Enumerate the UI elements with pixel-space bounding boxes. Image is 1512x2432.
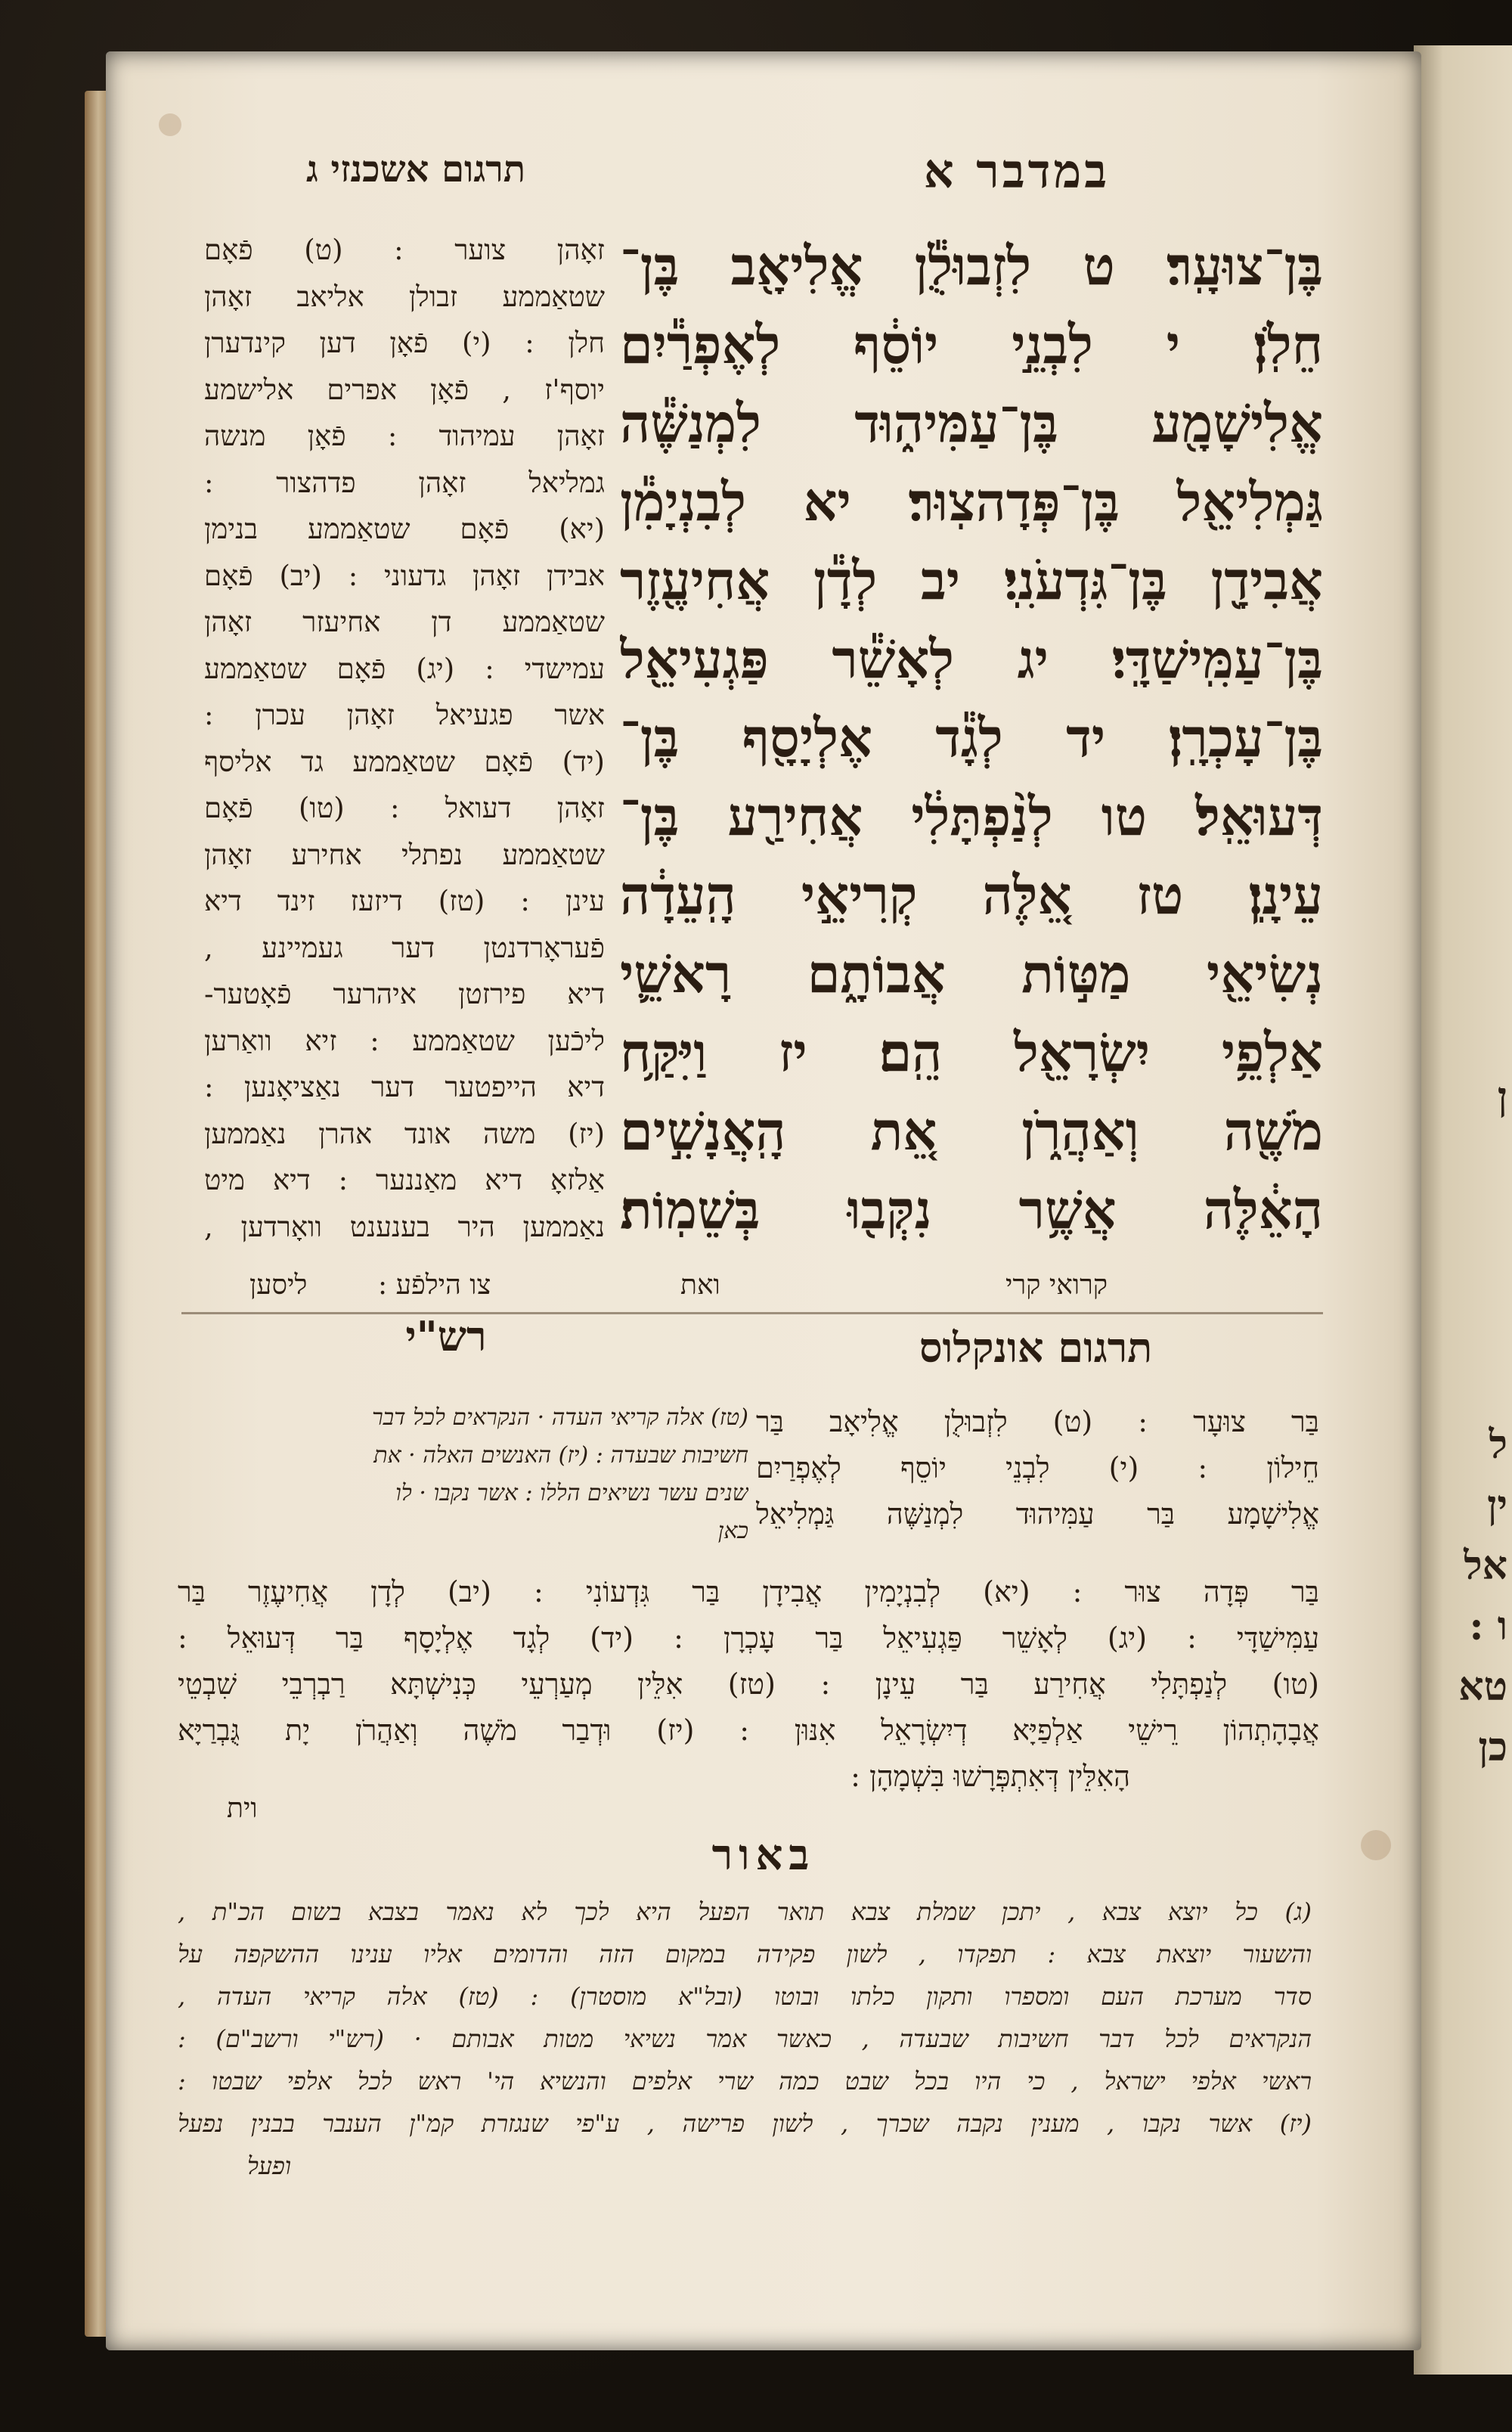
onkelos-line: אֱלִישָׁמָע בַּר עַמִּיהוּד לִמְנַשֶּׁה גַּמְלִיאֵל bbox=[756, 1497, 1319, 1531]
rashi-line: (טז) אלה קריאי העדה · הנקראים לכל דבר bbox=[371, 1404, 748, 1431]
yiddish-line: שטאַממע נפתלי אחירע זאָהן bbox=[204, 838, 605, 871]
torah-line: אֲבִידָ֖ן בֶּן־גִּדְעֹנִֽי׃ יב לְדָ֕ן אֲחִיעֶ֖זֶר bbox=[620, 549, 1323, 612]
facing-page-fragment: אל bbox=[1464, 1543, 1507, 1589]
facing-page-fragment: ין bbox=[1487, 1482, 1507, 1528]
onkelos-line: עַמִּישַׁדָּי : (יג) לְאָשֵׁר פַּגְעִיאֵל בַּר עָכְרָן : (יד) לְגָד אֶלְיָסָף בַּר דְּעוּאֵל : bbox=[178, 1621, 1319, 1655]
torah-line: הָאֵ֔לֶּה אֲשֶׁ֥ר נִקְּב֖וּ בְּשֵׁמֽוֹת׃ bbox=[620, 1178, 1323, 1241]
yiddish-line: חלן : (י) פֿאָן דען קינדערן bbox=[204, 327, 605, 359]
biur-line: הנקראים לכל דבר חשיבות שבעדה , כאשר אמר נשיאי מטות אבותם · (רש"י ורשב"ם) : bbox=[178, 2024, 1312, 2053]
rashi-line: שנים עשר נשיאים הללו : אשר נקבו · לו bbox=[395, 1480, 748, 1506]
yiddish-line: עינן : (טז) דיזעז זינד דיא bbox=[204, 885, 605, 917]
yiddish-line: זאָהן דעואל : (טו) פֿאָם bbox=[204, 792, 605, 824]
facing-page-fragment: כן bbox=[1478, 1724, 1507, 1770]
torah-line: דְּעוּאֵֽל׃ טו לְנַ֨פְתָּלִ֔י אֲחִירַ֖ע בֶּן־ bbox=[620, 785, 1323, 848]
facing-page-fragment: ן bbox=[1497, 1074, 1507, 1120]
yiddish-translation-column bbox=[204, 227, 605, 1250]
biur-commentary bbox=[178, 1891, 1312, 2187]
biur-line: ראשי אלפי ישראל , כי היו בכל שבט כמה שרי אלפים והנשיא הי' ראש לכל אלפי שבטו : bbox=[178, 2067, 1312, 2095]
yiddish-line: ליכֿען שטאַממע : זיא וואַרען bbox=[204, 1024, 605, 1057]
onkelos-line: הָאִלֵּין דְּאִתְפְּרָשׁוּ בִּשְׁמָהָן : bbox=[850, 1760, 1130, 1793]
facing-page-fragment: ו : bbox=[1469, 1603, 1507, 1649]
yiddish-line: עמישדי : (יג) פֿאָם שטאַממע bbox=[204, 652, 605, 685]
onkelos-line: (טו) לְנַפְתָּלִי אֲחִירַע בַּר עֵינָן : (טז) אִלֵּין מְעַרְעֵי כְּנִישְׁתָּא רַבְרְבֵי שִׁבְטֵי bbox=[178, 1667, 1319, 1701]
yiddish-line: (יד) פֿאָם שטאַממע גד אליסף bbox=[204, 745, 605, 778]
torah-line: נְשִׂיאֵ֖י מַטּ֣וֹת אֲבוֹתָ֑ם רָאשֵׁ֛י bbox=[620, 942, 1323, 1005]
torah-line: אַלְפֵ֥י יִשְׂרָאֵ֖ל הֵֽם׃ יז וַיִּקַּ֥ח bbox=[620, 1021, 1323, 1084]
rashi-line: חשיבות שבעדה : (יז) האנשים האלה · את bbox=[373, 1442, 748, 1469]
onkelos-line: בַּר פְּדָה צוּר : (יא) לְבִנְיָמִין אֲבִידָן בַּר גִּדְעוֹנִי : (יב) לְדָן אֲחִיעֶזֶר בַּר bbox=[178, 1575, 1319, 1608]
yiddish-line: שטאַממע זבולן אליאב זאָהן bbox=[204, 280, 605, 313]
yiddish-line: אבידן זאָהן גדעוני : (יב) פֿאָם bbox=[204, 559, 605, 592]
torah-line: בֶּן־צוּעָֽר׃ ט לִזְבוּלֻ֕ן אֱלִיאָ֖ב בֶּן־ bbox=[620, 234, 1323, 297]
yiddish-line: זאָהן עמיהוד : פֿאָן מנשה bbox=[204, 420, 605, 452]
rashi-title: רש"י bbox=[405, 1312, 487, 1360]
onkelos-wide-block bbox=[178, 1569, 1319, 1800]
yiddish-line: (יז) משה אונד אהרן נאַממען bbox=[204, 1117, 605, 1150]
torah-line: בֶּן־עָכְרָֽן׃ יד לְגָ֕ד אֶלְיָסָ֖ף בֶּן־ bbox=[620, 706, 1323, 769]
biur-title: באור bbox=[711, 1830, 816, 1880]
catchword-onkelos: וית bbox=[227, 1793, 258, 1824]
yiddish-line: נאַממען היר בענענט וואָרדען , bbox=[204, 1210, 605, 1243]
torah-line: אֱלִישָׁמָ֖ע בֶּן־עַמִּיה֑וּד לִמְנַשֶּׁ֕ה bbox=[620, 392, 1323, 454]
facing-page bbox=[1414, 45, 1512, 2375]
biur-line: ופעל bbox=[246, 2151, 291, 2180]
torah-line: בֶּן־עַמִּֽישַׁדָּֽי׃ יג לְאָשֵׁ֕ר פַּגְעִיאֵ֖ל bbox=[620, 628, 1323, 690]
running-head-book: במדבר א bbox=[923, 144, 1111, 199]
yiddish-line: אשר פגעיאל זאָהן עכרן : bbox=[204, 699, 605, 731]
torah-line: חֵלֹֽן׃ י לִבְנֵ֣י יוֹסֵ֔ף לְאֶפְרַ֕יִם bbox=[620, 313, 1323, 376]
onkelos-line: בַּר צוּעָר : (ט) לִזְבוּלֻן אֱלִיאָב בַּר bbox=[756, 1405, 1319, 1438]
biur-line: והשעור יוצאת צבא : תפקדו , לשון פקידה במקום הזה והדומים אליו ענינו ההשקפה על bbox=[178, 1940, 1312, 1968]
catchword-yiddish-2: ליסען bbox=[249, 1270, 308, 1301]
yiddish-line: זאָהן צוער : (ט) פֿאָם bbox=[204, 234, 605, 266]
running-head-translation: תרגום אשכנזי ג bbox=[305, 148, 526, 191]
yiddish-line: (יא) פֿאָם שטאַממע בנימן bbox=[204, 513, 605, 545]
biur-line: סדר מערכת העם ומספרו ותקון כלתו ובוטו (ובל"א מוסטרן) : (טז) אלה קריאי העדה , bbox=[178, 1982, 1312, 2011]
yiddish-line: שטאַממע דן אחיעזר זאָהן bbox=[204, 606, 605, 638]
onkelos-line: אֲבָהָתְהוֹן רֵישֵׁי אַלְפַיָּא דְיִשְׂרָאֵל אִנּוּן : (יז) וּדְבַר מֹשֶׁה וְאַהֲרֹן יָת גֻּבְרַיָּא bbox=[178, 1714, 1319, 1747]
torah-line: גַּמְלִיאֵ֖ל בֶּן־פְּדָהצֽוּר׃ יא לְבִנְיָמִ֕ן bbox=[620, 470, 1323, 533]
torah-text-block bbox=[620, 227, 1323, 1249]
onkelos-title: תרגום אונקלוס bbox=[919, 1323, 1153, 1372]
onkelos-line: חֵילוֹן : (י) לִבְנֵי יוֹסֵף לְאֶפְרַיִם bbox=[756, 1451, 1319, 1484]
yiddish-line: יוסף'ז , פֿאָן אפרים אלישמע bbox=[204, 373, 605, 406]
yiddish-line: דיא הייפטער דער נאַציאָנען : bbox=[204, 1071, 605, 1103]
yiddish-line: דיא פירזטן איהרער פֿאָטער- bbox=[204, 978, 605, 1010]
facing-page-fragment: טא bbox=[1458, 1664, 1507, 1710]
onkelos-top-block bbox=[756, 1399, 1319, 1537]
keri-ketiv-note: קרואי קרי bbox=[1005, 1270, 1108, 1301]
facing-page-fragment: ל bbox=[1489, 1422, 1507, 1468]
biur-line: (יז) אשר נקבו , מענין נקבה שכרך , לשון פרישה , ע"פי שנגזרת קמ"ן הענבר בבנין נפעל bbox=[178, 2109, 1312, 2138]
biur-line: (ג) כל יוצא צבא , יתכן שמלת צבא תואר הפעל היא לכך לא נאמר בצבא בשום הכ"ת , bbox=[178, 1897, 1312, 1926]
paper-stain bbox=[1361, 1830, 1391, 1860]
rashi-commentary bbox=[200, 1399, 748, 1550]
yiddish-line: פֿעראָרדנטן דער געמיינע , bbox=[204, 931, 605, 964]
torah-line: מֹשֶׁ֖ה וְאַהֲרֹ֑ן אֵ֚ת הָֽאֲנָשִׁ֣ים bbox=[620, 1100, 1323, 1162]
yiddish-line: אַלזאָ דיא מאַננער : דיא מיט bbox=[204, 1164, 605, 1196]
rashi-line: כאן bbox=[717, 1518, 748, 1544]
torah-line: עֵינָֽן׃ טז אֵ֚לֶּה קְרִיאֵ֣י הָֽעֵדָ֔ה bbox=[620, 864, 1323, 926]
catchword-yiddish: צו הילפֿע : bbox=[378, 1270, 491, 1301]
catchword-torah: ואת bbox=[680, 1270, 720, 1301]
paper-stain bbox=[159, 113, 181, 136]
yiddish-line: גמליאל זאָהן פדהצור : bbox=[204, 466, 605, 499]
